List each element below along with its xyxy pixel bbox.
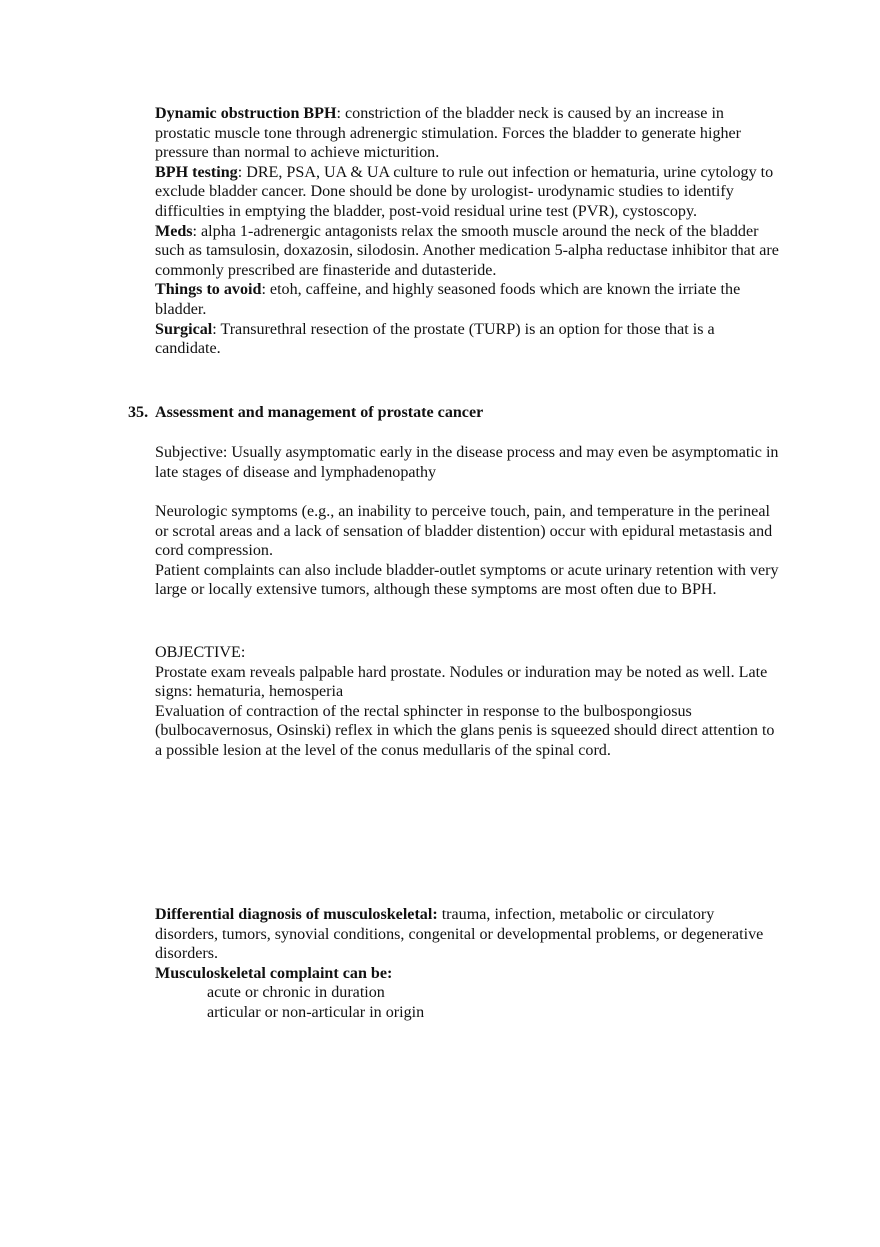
surgical-paragraph (155, 320, 780, 359)
dynamic-obstruction-paragraph (155, 104, 780, 163)
things-to-avoid-text: : etoh, caffeine, and highly seasoned foods which are known the irriate the bladder. (155, 281, 741, 318)
dynamic-obstruction-text: : constriction of the bladder neck is caused by an increase in prostatic muscle tone through adrenergic stimulation. Forces the bladder to generate higher pressure than normal to achieve micturition. (155, 105, 742, 162)
objective-label: OBJECTIVE: (155, 644, 246, 661)
things-to-avoid-paragraph (155, 280, 780, 319)
differential-text: trauma, infection, metabolic or circulatory disorders, tumors, synovial conditions, congenital or developmental problems, or degenerative disorders. (155, 906, 764, 963)
bph-section (155, 104, 780, 359)
differential-term: Differential diagnosis of musculoskeletal: (155, 906, 438, 923)
bph-testing-text: : DRE, PSA, UA & UA culture to rule out infection or hematuria, urine cytology to exclude bladder cancer. Done should be done by urologist- urodynamic studies to identify difficulties in emptying the bladder, post-void residual urine test (PVR), cystoscopy. (155, 163, 774, 220)
objective-block (155, 643, 780, 761)
exam-paragraph: Prostate exam reveals palpable hard prostate. Nodules or induration may be noted as well. Late signs: hematuria, hemosperia (155, 663, 768, 701)
complaint-label: Musculoskeletal complaint can be: (155, 964, 393, 982)
meds-paragraph (155, 222, 780, 281)
meds-term: Meds (155, 222, 193, 240)
evaluation-paragraph: Evaluation of contraction of the rectal sphincter in response to the bulbospongiosus (bulbocavernosus, Osinski) reflex in which the glans penis is squeezed should direct attention to a possible lesion at the level of the conus medullaris of the spinal cord. (155, 702, 775, 759)
section-heading-35 (128, 403, 768, 423)
bph-testing-paragraph (155, 163, 780, 222)
bph-testing-term: BPH testing (155, 163, 238, 181)
dynamic-obstruction-term: Dynamic obstruction BPH (155, 105, 337, 122)
msk-section (155, 905, 780, 1023)
neurologic-block (155, 502, 780, 600)
section-title: Assessment and management of prostate cancer (155, 404, 484, 421)
things-to-avoid-term: Things to avoid (155, 281, 262, 299)
meds-text: : alpha 1-adrenergic antagonists relax the smooth muscle around the neck of the bladder such as tamsulosin, doxazosin, silodosin. Another medication 5-alpha reductase inhibitor that are commonly prescribed are finasteride and dutasteride. (155, 222, 779, 279)
complaint-item-duration: acute or chronic in duration (207, 984, 385, 1002)
section-number: 35. (128, 404, 149, 421)
surgical-text: : Transurethral resection of the prostate (TURP) is an option for those that is a candidate. (155, 320, 715, 358)
subjective-block (155, 443, 780, 482)
differential-paragraph (155, 905, 780, 964)
surgical-term: Surgical (155, 320, 213, 338)
subjective-paragraph: Subjective: Usually asymptomatic early in the disease process and may even be asymptomatic in late stages of disease and lymphadenopathy (155, 444, 779, 481)
complaint-item-origin: articular or non-articular in origin (207, 1003, 425, 1021)
neurologic-paragraph: Neurologic symptoms (e.g., an inability to perceive touch, pain, and temperature in the perineal or scrotal areas and a lack of sensation of bladder distention) occur with epidural metastasis and cord compression. (155, 503, 773, 560)
complaints-paragraph: Patient complaints can also include bladder-outlet symptoms or acute urinary retention with very large or locally extensive tumors, although these symptoms are most often due to BPH. (155, 561, 779, 599)
